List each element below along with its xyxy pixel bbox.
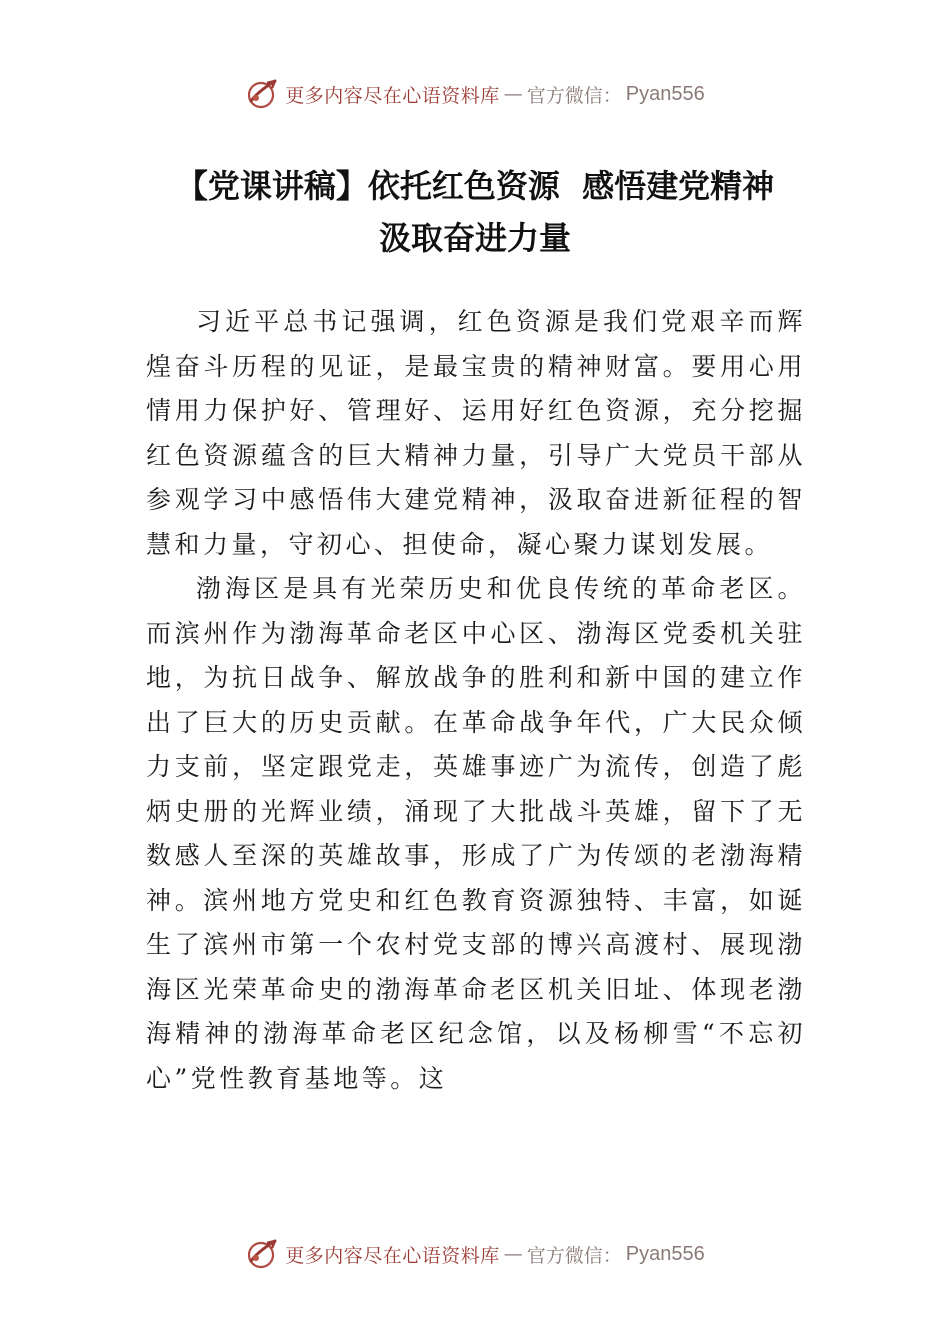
brand-logo-icon	[245, 1237, 279, 1271]
banner-wechat-label: 官方微信：	[526, 84, 622, 107]
banner-wechat-id: Pyan556	[625, 82, 705, 105]
banner-site-text: 更多内容尽在心语资料库	[285, 84, 500, 107]
paragraph-2: 渤海区是具有光荣历史和优良传统的革命老区。而滨州作为渤海革命老区中心区、渤海区党委机关驻地，为抗日战争、解放战争的胜利和新中国的建立作出了巨大的历史贡献。在革命战争年代，广大民众倾力支前，坚定跟党走，英雄事迹广为流传，创造了彪炳史册的光辉业绩，涌现了大批战斗英雄，留下了无数感人至深的英雄故事，形成了广为传颂的老渤海精神。滨州地方党史和红色教育资源独特、丰富，如诞生了滨州市第一个农村党支部的博兴高渡村、展现渤海区光荣革命史的渤海革命老区机关旧址、体现老渤海精神的渤海革命老区纪念馆，以及杨柳雪“不忘初心”党性教育基地等。这	[146, 574, 806, 1093]
paragraph-1: 习近平总书记强调，红色资源是我们党艰辛而辉煌奋斗历程的见证，是最宝贵的精神财富。要用心用情用力保护好、管理好、运用好红色资源，充分挖掘红色资源蕴含的巨大精神力量，引导广大党员干部从参观学习中感悟伟大建党精神，汲取奋进新征程的智慧和力量，守初心、担使命，凝心聚力谋划发展。	[146, 307, 806, 559]
document-body	[146, 300, 806, 1101]
title-line-1: 【党课讲稿】依托红色资源 感悟建党精神	[175, 167, 775, 205]
banner-separator: —	[503, 83, 523, 105]
title-line-2: 汲取奋进力量	[378, 219, 571, 257]
footer-banner	[0, 1232, 950, 1276]
header-banner	[0, 72, 950, 116]
banner-wechat-label: 官方微信：	[526, 1244, 622, 1267]
brand-logo-icon	[245, 77, 279, 111]
banner-separator: —	[503, 1243, 523, 1265]
banner-site-text: 更多内容尽在心语资料库	[285, 1244, 500, 1267]
banner-wechat-id: Pyan556	[625, 1242, 705, 1265]
document-title	[100, 160, 850, 264]
